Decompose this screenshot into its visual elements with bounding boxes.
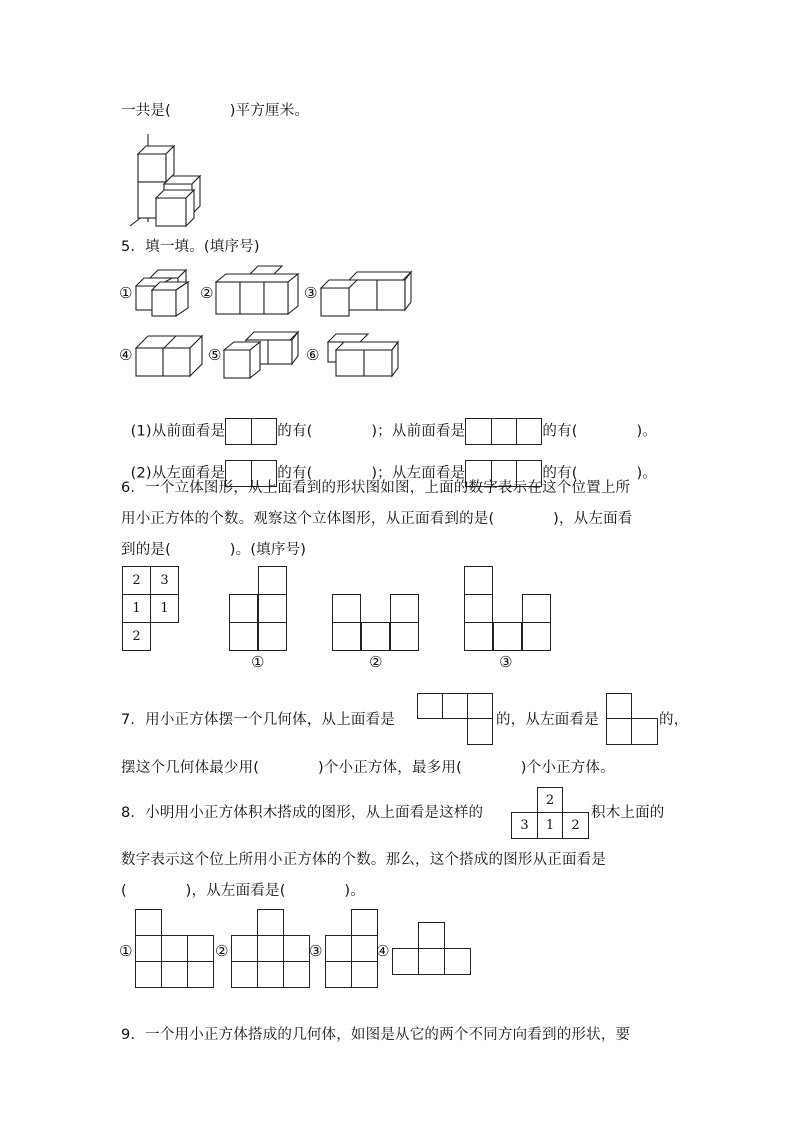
q5-label-4: ④ <box>119 346 133 364</box>
q5-sub1-c: 的有( )。 <box>542 423 658 440</box>
grid-cell: 2 <box>562 812 589 839</box>
q6-option-2-view <box>332 594 422 654</box>
grid-cell: 3 <box>150 566 179 595</box>
q5-label-5: ⑤ <box>208 346 222 364</box>
q8-top-view-grid <box>511 787 591 839</box>
q8-line1-a: 8．小明用小正方体积木搭成的图形，从上面看是这样的 <box>121 805 484 821</box>
q6-line1: 6．一个立体图形，从上面看到的形状图如图，上面的数字表示在这个位置上所 <box>121 480 631 496</box>
q5-figure-3 <box>321 272 415 318</box>
q8-option-1-label: ① <box>119 942 133 960</box>
q6-line2: 用小正方体的个数。观察这个立体图形，从正面看到的是( )，从左面看 <box>121 511 633 527</box>
q6-option-1-label: ① <box>251 653 265 671</box>
q8-option-4-label: ④ <box>376 942 390 960</box>
q5-figure-5 <box>224 330 300 384</box>
q7-line1-a: 7．用小正方体摆一个几何体，从上面看是 <box>121 712 396 728</box>
grid-cell: 1 <box>150 594 179 623</box>
grid-cell: 2 <box>122 566 151 595</box>
q5-label-2: ② <box>200 284 214 302</box>
q5-sub2-b: 的有( )；从左面看是 <box>277 465 466 482</box>
q5-label-3: ③ <box>304 284 318 302</box>
q5-sub1-b: 的有( )；从前面看是 <box>277 423 466 440</box>
q8-option-2-view <box>231 909 311 989</box>
cube-stack-figure <box>126 132 216 232</box>
q7-top-view-shape <box>417 693 497 747</box>
q7-line1-c: 的， <box>659 712 689 728</box>
q8-line1-b: 积木上面的 <box>591 805 665 821</box>
line-total-area: 一共是( )平方厘米。 <box>121 103 310 119</box>
q5-title: 5．填一填。(填序号) <box>121 239 260 255</box>
q5-label-1: ① <box>119 284 133 302</box>
grid-cell: 3 <box>511 812 538 839</box>
q5-sub1-a: (1)从前面看是 <box>130 423 226 440</box>
q5-figure-4 <box>136 334 208 380</box>
q8-option-1-view <box>135 909 215 989</box>
q8-line2: 数字表示这个位上所用小正方体的个数。那么，这个搭成的图形从正面看是 <box>121 852 607 868</box>
q8-option-4-view <box>392 922 472 976</box>
q6-option-2-label: ② <box>369 653 383 671</box>
q7-line1-b: 的，从左面看是 <box>496 712 599 728</box>
q6-line3: 到的是( )。(填序号) <box>121 542 307 558</box>
q6-option-3-label: ③ <box>499 653 513 671</box>
q6-option-3-view <box>464 566 554 653</box>
grid-cell: 2 <box>537 787 563 813</box>
q9-line1: 9．一个用小正方体搭成的几何体，如图是从它的两个不同方向看到的形状，要 <box>121 1027 631 1043</box>
q5-figure-2 <box>216 272 302 318</box>
q8-option-2-label: ② <box>215 942 229 960</box>
q6-top-view-grid <box>122 566 182 653</box>
q5-sub2-c: 的有( )。 <box>542 465 658 482</box>
q5-sub2-a: (2)从左面看是 <box>130 465 226 482</box>
q6-option-1-view <box>229 566 289 653</box>
q5-figure-1 <box>136 268 206 318</box>
q5-label-6: ⑥ <box>306 346 320 364</box>
grid-cell: 2 <box>122 622 151 651</box>
q8-option-3-view <box>325 909 379 989</box>
q8-option-3-label: ③ <box>309 942 323 960</box>
q7-left-view-shape <box>606 693 660 747</box>
q5-sub1 <box>121 398 657 445</box>
q5-figure-6 <box>322 332 398 382</box>
q8-line3: ( )，从左面看是( )。 <box>121 883 365 899</box>
q7-line2: 摆这个几何体最少用( )个小正方体，最多用( )个小正方体。 <box>121 760 615 776</box>
grid-cell: 1 <box>122 594 151 623</box>
grid-cell: 1 <box>537 812 563 839</box>
